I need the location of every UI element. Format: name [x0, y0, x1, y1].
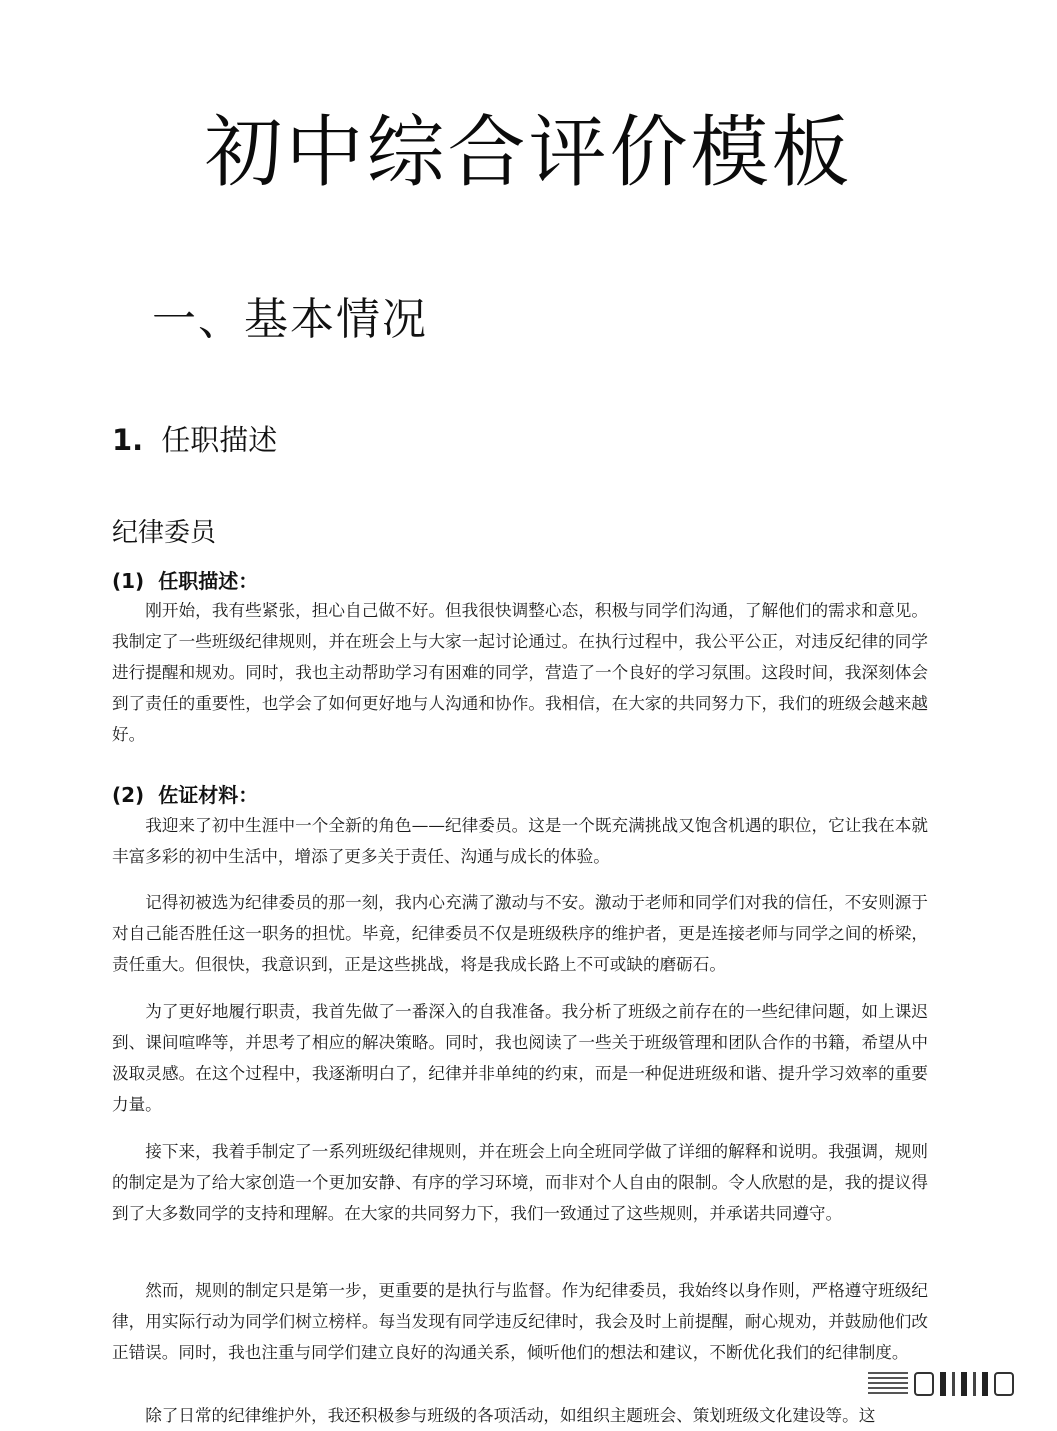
paragraph-6: 除了日常的纪律维护外，我还积极参与班级的各项活动，如组织主题班会、策划班级文化建设等。这 — [145, 1406, 876, 1425]
bar-icon — [982, 1372, 988, 1396]
thin-bar-icon — [952, 1372, 955, 1396]
document-title: 初中综合评价模板 — [204, 108, 853, 198]
role-heading: 纪律委员 — [112, 518, 217, 548]
subsection-number: 1. — [112, 423, 144, 457]
item2-number: (2) — [112, 783, 145, 807]
paragraph-2: 记得初被选为纪律委员的那一刻，我内心充满了激动与不安。激动于老师和同学们对我的信任，不安则源于对自己能否胜任这一职务的担忧。毕竟，纪律委员不仅是班级秩序的维护者，更是连接老师与同学之间的桥梁，责任重大。但很快，我意识到，正是这些挑战，将是我成长路上不可或缺的磨砺石。 — [112, 893, 928, 974]
item2-label: 佐证材料： — [158, 783, 259, 807]
bar-icon — [940, 1372, 946, 1396]
subsection-label: 任职描述 — [161, 423, 278, 457]
paragraph-1: 我迎来了初中生涯中一个全新的角色——纪律委员。这是一个既充满挑战又饱含机遇的职位，它让我在本就丰富多彩的初中生活中，增添了更多关于责任、沟通与成长的体验。 — [112, 816, 928, 866]
paragraph-3: 为了更好地履行职责，我首先做了一番深入的自我准备。我分析了班级之前存在的一些纪律问题，如上课迟到、课间喧哗等，并思考了相应的解决策略。同时，我也阅读了一些关于班级管理和团队合作的书籍，希望从中汲取灵感。在这个过程中，我逐渐明白了，纪律并非单纯的约束，而是一种促进班级和谐、提升学习效率的重要力量。 — [112, 1002, 928, 1114]
item1-number: (1) — [112, 569, 145, 593]
item1-label: 任职描述： — [158, 569, 259, 593]
item1-heading — [112, 567, 258, 595]
lines-icon — [868, 1372, 908, 1396]
paragraph-4: 接下来，我着手制定了一系列班级纪律规则，并在班会上向全班同学做了详细的解释和说明。我强调，规则的制定是为了给大家创造一个更加安静、有序的学习环境，而非对个人自由的限制。令人欣慰的是，我的提议得到了大多数同学的支持和理解。在大家的共同努力下，我们一致通过了这些规则，并承诺共同遵守。 — [112, 1142, 928, 1223]
item2-heading — [112, 781, 258, 809]
bar-icon — [961, 1372, 967, 1396]
paragraph-5: 然而，规则的制定只是第一步，更重要的是执行与监督。作为纪律委员，我始终以身作则，严格遵守班级纪律，用实际行动为同学们树立榜样。每当发现有同学违反纪律时，我会及时上前提醒，耐心规劝，并鼓励他们改正错误。同时，我也注重与同学们建立良好的沟通关系，倾听他们的想法和建议，不断优化我们的纪律制度。 — [112, 1281, 928, 1362]
subsection-heading — [112, 420, 277, 460]
watermark-toolbar — [859, 1366, 1023, 1402]
thin-bar-icon — [973, 1372, 976, 1396]
item1-paragraph: 刚开始，我有些紧张，担心自己做不好。但我很快调整心态，积极与同学们沟通，了解他们的需求和意见。我制定了一些班级纪律规则，并在班会上与大家一起讨论通过。在执行过程中，我公平公正，对违反纪律的同学进行提醒和规劝。同时，我也主动帮助学习有困难的同学，营造了一个良好的学习氛围。这段时间，我深刻体会到了责任的重要性，也学会了如何更好地与人沟通和协作。我相信，在大家的共同努力下，我们的班级会越来越好。 — [112, 601, 928, 744]
section-heading: 一、基本情况 — [152, 294, 428, 345]
box-icon — [914, 1372, 934, 1396]
box-icon — [994, 1372, 1014, 1396]
